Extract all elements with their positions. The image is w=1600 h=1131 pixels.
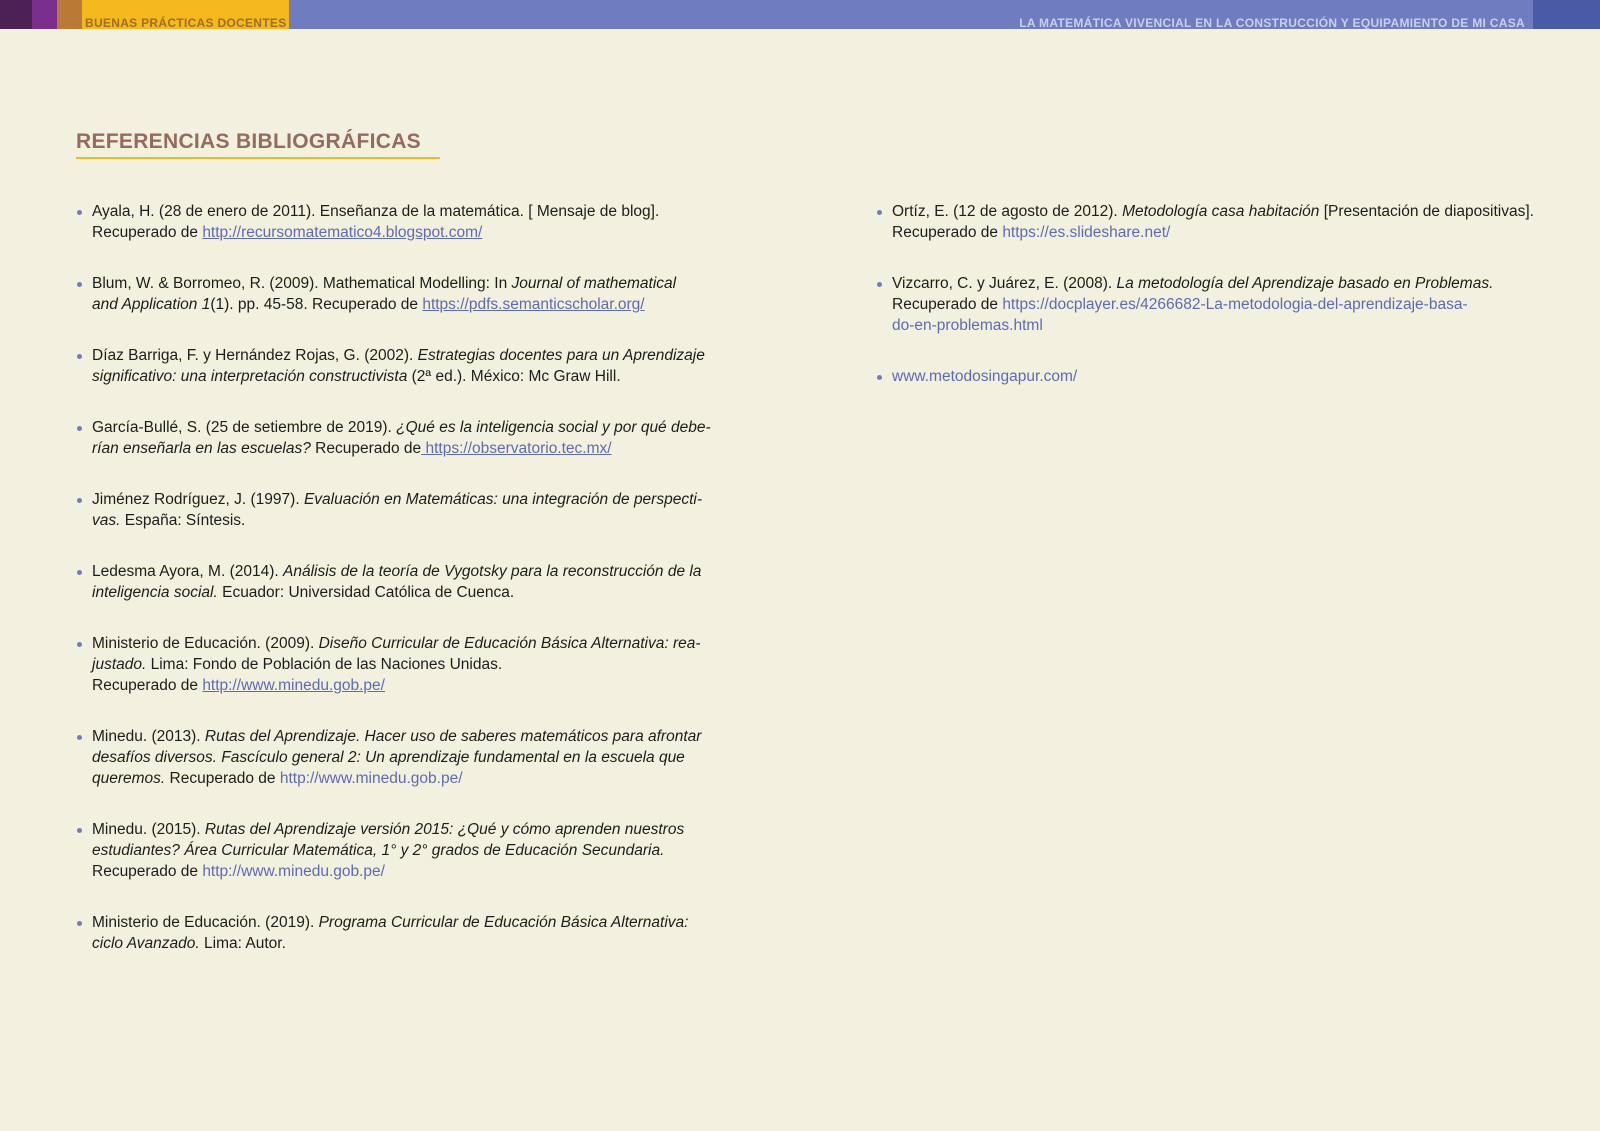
- reference-italic-text: and Application 1: [92, 296, 211, 313]
- reference-italic-text: ¿Qué es la inteligencia social y por qué debe-: [396, 419, 711, 436]
- reference-text: Recuperado de: [892, 296, 1003, 313]
- reference-text: Blum, W. & Borromeo, R. (2009). Mathematical Modelling: In: [92, 275, 512, 292]
- reference-text: Minedu. (2015).: [92, 821, 205, 838]
- reference-link[interactable]: http://www.minedu.gob.pe/: [279, 770, 463, 787]
- reference-text: (1). pp. 45-58. Recuperado de: [210, 296, 423, 313]
- reference-text: Recuperado de: [92, 677, 203, 694]
- reference-italic-text: queremos.: [92, 770, 166, 787]
- reference-italic-text: Diseño Curricular de Educación Básica Alternativa: rea-: [318, 635, 701, 652]
- reference-italic-text: La metodología del Aprendizaje basado en Problemas.: [1116, 275, 1494, 292]
- header-swatch-brown: [57, 0, 82, 29]
- reference-item: [76, 201, 726, 243]
- header-swatch-dark-purple: [0, 0, 32, 29]
- reference-item: [76, 819, 726, 882]
- reference-link[interactable]: http://www.minedu.gob.pe/: [202, 677, 385, 694]
- reference-italic-text: inteligencia social.: [92, 584, 218, 601]
- reference-italic-text: desafíos diversos. Fascículo general 2: Un aprendizaje fundamental en la escuela que: [92, 749, 685, 766]
- reference-italic-text: estudiantes? Área Curricular Matemática, 1° y 2° grados de Educación Secundaria.: [92, 842, 665, 859]
- reference-link[interactable]: https://docplayer.es/4266682-La-metodologia-del-aprendizaje-basa-: [1002, 296, 1468, 313]
- reference-text: Ortíz, E. (12 de agosto de 2012).: [892, 203, 1123, 220]
- reference-italic-text: Metodología casa habitación: [1122, 203, 1320, 220]
- header-bar: [0, 0, 1600, 29]
- reference-italic-text: Journal of mathematical: [511, 275, 677, 292]
- reference-item: [876, 201, 1536, 243]
- reference-italic-text: Programa Curricular de Educación Básica Alternativa:: [318, 914, 689, 931]
- reference-text: Lima: Fondo de Población de las Naciones Unidas.: [146, 656, 503, 673]
- reference-item: [76, 273, 726, 315]
- header-swatch-purple: [32, 0, 57, 29]
- reference-text: Recuperado de: [310, 440, 422, 457]
- reference-italic-text: Rutas del Aprendizaje. Hacer uso de saberes matemáticos para afrontar: [204, 728, 702, 745]
- reference-text: Ayala, H. (28 de enero de 2011). Enseñanza de la matemática. [ Mensaje de blog].: [92, 203, 660, 220]
- reference-link[interactable]: http://www.minedu.gob.pe/: [202, 863, 385, 880]
- reference-italic-text: Evaluación en Matemáticas: una integración de perspecti-: [303, 491, 702, 508]
- reference-text: Díaz Barriga, F. y Hernández Rojas, G. (2002).: [92, 347, 418, 364]
- reference-text: Minedu. (2013).: [92, 728, 205, 745]
- reference-link[interactable]: www.metodosingapur.com/: [892, 368, 1078, 385]
- reference-italic-text: vas.: [92, 512, 121, 529]
- header-left-label: BUENAS PRÁCTICAS DOCENTES: [85, 16, 287, 30]
- reference-italic-text: significativo: una interpretación constructivista: [92, 368, 408, 385]
- reference-text: Recuperado de: [92, 224, 203, 241]
- reference-text: García-Bullé, S. (25 de setiembre de 2019).: [92, 419, 397, 436]
- reference-text: Jiménez Rodríguez, J. (1997).: [92, 491, 304, 508]
- title-underline: [76, 157, 440, 159]
- references-right-column: [876, 201, 1536, 417]
- references-left-column: [76, 201, 726, 984]
- reference-item: [876, 366, 1536, 387]
- reference-italic-text: Análisis de la teoría de Vygotsky para la reconstrucción de la: [282, 563, 702, 580]
- reference-link[interactable]: https://pdfs.semanticscholar.org/: [422, 296, 645, 313]
- reference-text: Lima: Autor.: [199, 935, 286, 952]
- reference-item: [76, 417, 726, 459]
- reference-link[interactable]: http://recursomatematico4.blogspot.com/: [202, 224, 483, 241]
- reference-text: Ecuador: Universidad Católica de Cuenca.: [217, 584, 515, 601]
- reference-text: Recuperado de: [92, 863, 203, 880]
- reference-item: [76, 489, 726, 531]
- page-title: REFERENCIAS BIBLIOGRÁFICAS: [76, 130, 421, 153]
- reference-link[interactable]: do-en-problemas.html: [892, 317, 1043, 334]
- reference-text: (2ª ed.). México: Mc Graw Hill.: [407, 368, 621, 385]
- reference-item: [76, 561, 726, 603]
- reference-text: España: Síntesis.: [120, 512, 246, 529]
- reference-item: [76, 345, 726, 387]
- reference-item: [76, 726, 726, 789]
- header-swatch-blue: [1533, 0, 1600, 29]
- reference-text: Recuperado de: [165, 770, 280, 787]
- header-right-label: LA MATEMÁTICA VIVENCIAL EN LA CONSTRUCCIÓN Y EQUIPAMIENTO DE MI CASA: [1019, 16, 1525, 30]
- reference-item: [76, 633, 726, 696]
- reference-text: Ledesma Ayora, M. (2014).: [92, 563, 283, 580]
- reference-italic-text: Rutas del Aprendizaje versión 2015: ¿Qué y cómo aprenden nuestros: [204, 821, 685, 838]
- reference-text: Ministerio de Educación. (2009).: [92, 635, 319, 652]
- reference-item: [876, 273, 1536, 336]
- reference-italic-text: justado.: [92, 656, 147, 673]
- reference-item: [76, 912, 726, 954]
- reference-italic-text: Estrategias docentes para un Aprendizaje: [417, 347, 705, 364]
- reference-text: [Presentación de diapositivas].: [1319, 203, 1534, 220]
- reference-text: Recuperado de: [892, 224, 1003, 241]
- reference-link[interactable]: https://es.slideshare.net/: [1002, 224, 1171, 241]
- reference-italic-text: rían enseñarla en las escuelas?: [92, 440, 311, 457]
- reference-text: Ministerio de Educación. (2019).: [92, 914, 319, 931]
- reference-text: Vizcarro, C. y Juárez, E. (2008).: [892, 275, 1117, 292]
- reference-italic-text: ciclo Avanzado.: [92, 935, 200, 952]
- reference-link[interactable]: https://observatorio.tec.mx/: [421, 440, 612, 457]
